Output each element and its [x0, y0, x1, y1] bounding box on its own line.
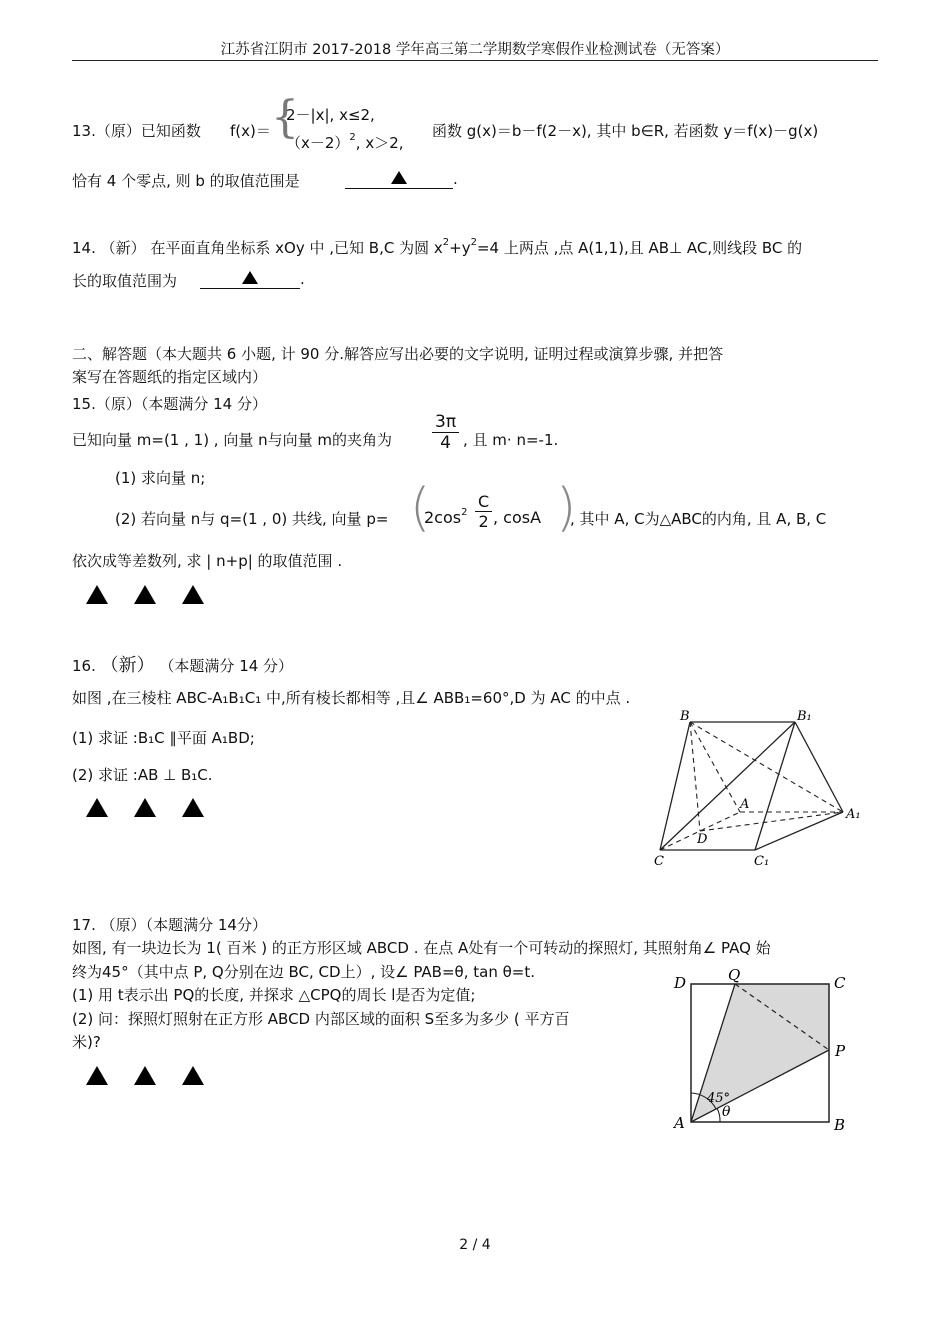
q15-p-cosA: , cosA: [493, 508, 542, 527]
q13-answer-blank: .: [345, 170, 458, 189]
label-C1: C₁: [754, 854, 770, 868]
label-C: C: [654, 854, 664, 868]
header-rule: [72, 60, 878, 61]
q15-title: 15.（原）（本题满分 14 分）: [72, 395, 267, 413]
q15-paren-right: ): [556, 478, 577, 538]
q14-line2: 长的取值范围为: [72, 272, 178, 290]
q13-case1: 2－|x|, x≤2,: [286, 106, 375, 124]
section2-line2: 案写在答题纸的指定区域内）: [72, 368, 268, 386]
q17-line2: 终为45°（其中点 P, Q分别在边 BC, CD上）, 设∠ PAB=θ, tan θ=t.: [72, 963, 535, 981]
edge-b1a1: [795, 722, 843, 812]
q14-answer-blank: .: [200, 270, 305, 289]
q14-line1: 14. （新） 在平面直角坐标系 xOy 中 ,已知 B,C 为圆 $x^2+y^2=4$ 上两点 ,点 A(1,1),且 AB⊥ AC,则线段 BC 的: [72, 237, 803, 257]
q16-sub1: (1) 求证 :B₁C ∥平面 A₁BD;: [72, 729, 255, 747]
page-number: 2 / 4: [459, 1237, 491, 1253]
q16-answer-marks: [86, 798, 204, 821]
label-theta: θ: [722, 1104, 731, 1120]
q15-line1a: 已知向量 m=(1 , 1) , 向量 n与向量 m的夹角为: [72, 431, 393, 449]
label-45deg: 45°: [707, 1091, 731, 1106]
q15-sub2b: , 其中 A, C为△ABC的内角, 且 A, B, C: [570, 510, 827, 528]
q16-prism-figure: [650, 708, 870, 868]
q13-brace: {: [271, 92, 299, 143]
q13-line2: 恰有 4 个零点, 则 b 的取值范围是: [72, 172, 300, 190]
label-P: P: [835, 1042, 846, 1060]
q16-sub2: (2) 求证 :AB ⊥ B₁C.: [72, 766, 213, 784]
q17-title: 17. （原）（本题满分 14分）: [72, 916, 267, 934]
edge-ba1: [690, 722, 843, 812]
q17-sub1: (1) 用 t表示出 PQ的长度, 并探求 △CPQ的周长 l是否为定值;: [72, 986, 476, 1004]
q17-sub2a: (2) 问：探照灯照射在正方形 ABCD 内部区域的面积 S至多为多少 ( 平方百: [72, 1010, 570, 1028]
label-Q: Q: [728, 966, 741, 984]
label-B: B: [834, 1116, 846, 1134]
q17-square-figure: [668, 966, 858, 1136]
arc-theta: [717, 1108, 720, 1122]
label-A1: A₁: [846, 807, 861, 822]
q15-paren-left: (: [410, 478, 431, 538]
q13-case2: $(x-2)^2$, x＞2,: [286, 132, 404, 152]
q15-angle-fraction: $\frac{3\pi}{4}$: [432, 412, 459, 453]
label-A: A: [740, 797, 750, 812]
edge-bc: [660, 722, 690, 850]
q15-sub2a: (2) 若向量 n与 q=(1 , 0) 共线, 向量 p=: [115, 510, 389, 528]
q13-rest: 函数 g(x)＝b－f(2－x), 其中 b∈R, 若函数 y＝f(x)－g(x): [432, 122, 819, 140]
q15-sub1: (1) 求向量 n;: [115, 469, 206, 487]
label-A: A: [674, 1114, 685, 1132]
q13-prefix: 13.（原）已知函数: [72, 122, 201, 140]
q15-line1b: , 且 m· n=-1.: [463, 431, 559, 449]
label-D: D: [697, 832, 708, 847]
q17-sub2b: 米)?: [72, 1033, 101, 1051]
label-B: B: [680, 709, 690, 724]
label-D: D: [674, 974, 687, 992]
q17-answer-marks: [86, 1066, 204, 1089]
q15-line-last: 依次成等差数列, 求 | n+p| 的取值范围 .: [72, 552, 343, 570]
q15-p-cos2: $2\cos^2$: [424, 507, 468, 527]
section2-line1: 二、解答题（本大题共 6 小题, 计 90 分.解答应写出必要的文字说明, 证明过程或演算步骤, 并把答: [72, 345, 724, 363]
q16-line1: 如图 ,在三棱柱 ABC-A₁B₁C₁ 中,所有棱长都相等 ,且∠ ABB₁=60°,D 为 AC 的中点 .: [72, 689, 631, 707]
q15-answer-marks: [86, 585, 204, 608]
label-B1: B₁: [797, 709, 812, 724]
label-C: C: [834, 974, 846, 992]
q17-line1: 如图, 有一块边长为 1( 百米 ) 的正方形区域 ABCD . 在点 A处有一个可转动的探照灯, 其照射角∠ PAQ 始: [72, 939, 771, 957]
q13-fx: f(x)＝: [230, 122, 271, 140]
q15-p-fraction: $\frac{C}{2}$: [475, 492, 492, 531]
page-header: 江苏省江阴市 2017-2018 学年高三第二学期数学寒假作业检测试卷（无答案）: [220, 42, 730, 58]
q16-title: 16. （新） （本题满分 14 分）: [72, 655, 294, 676]
